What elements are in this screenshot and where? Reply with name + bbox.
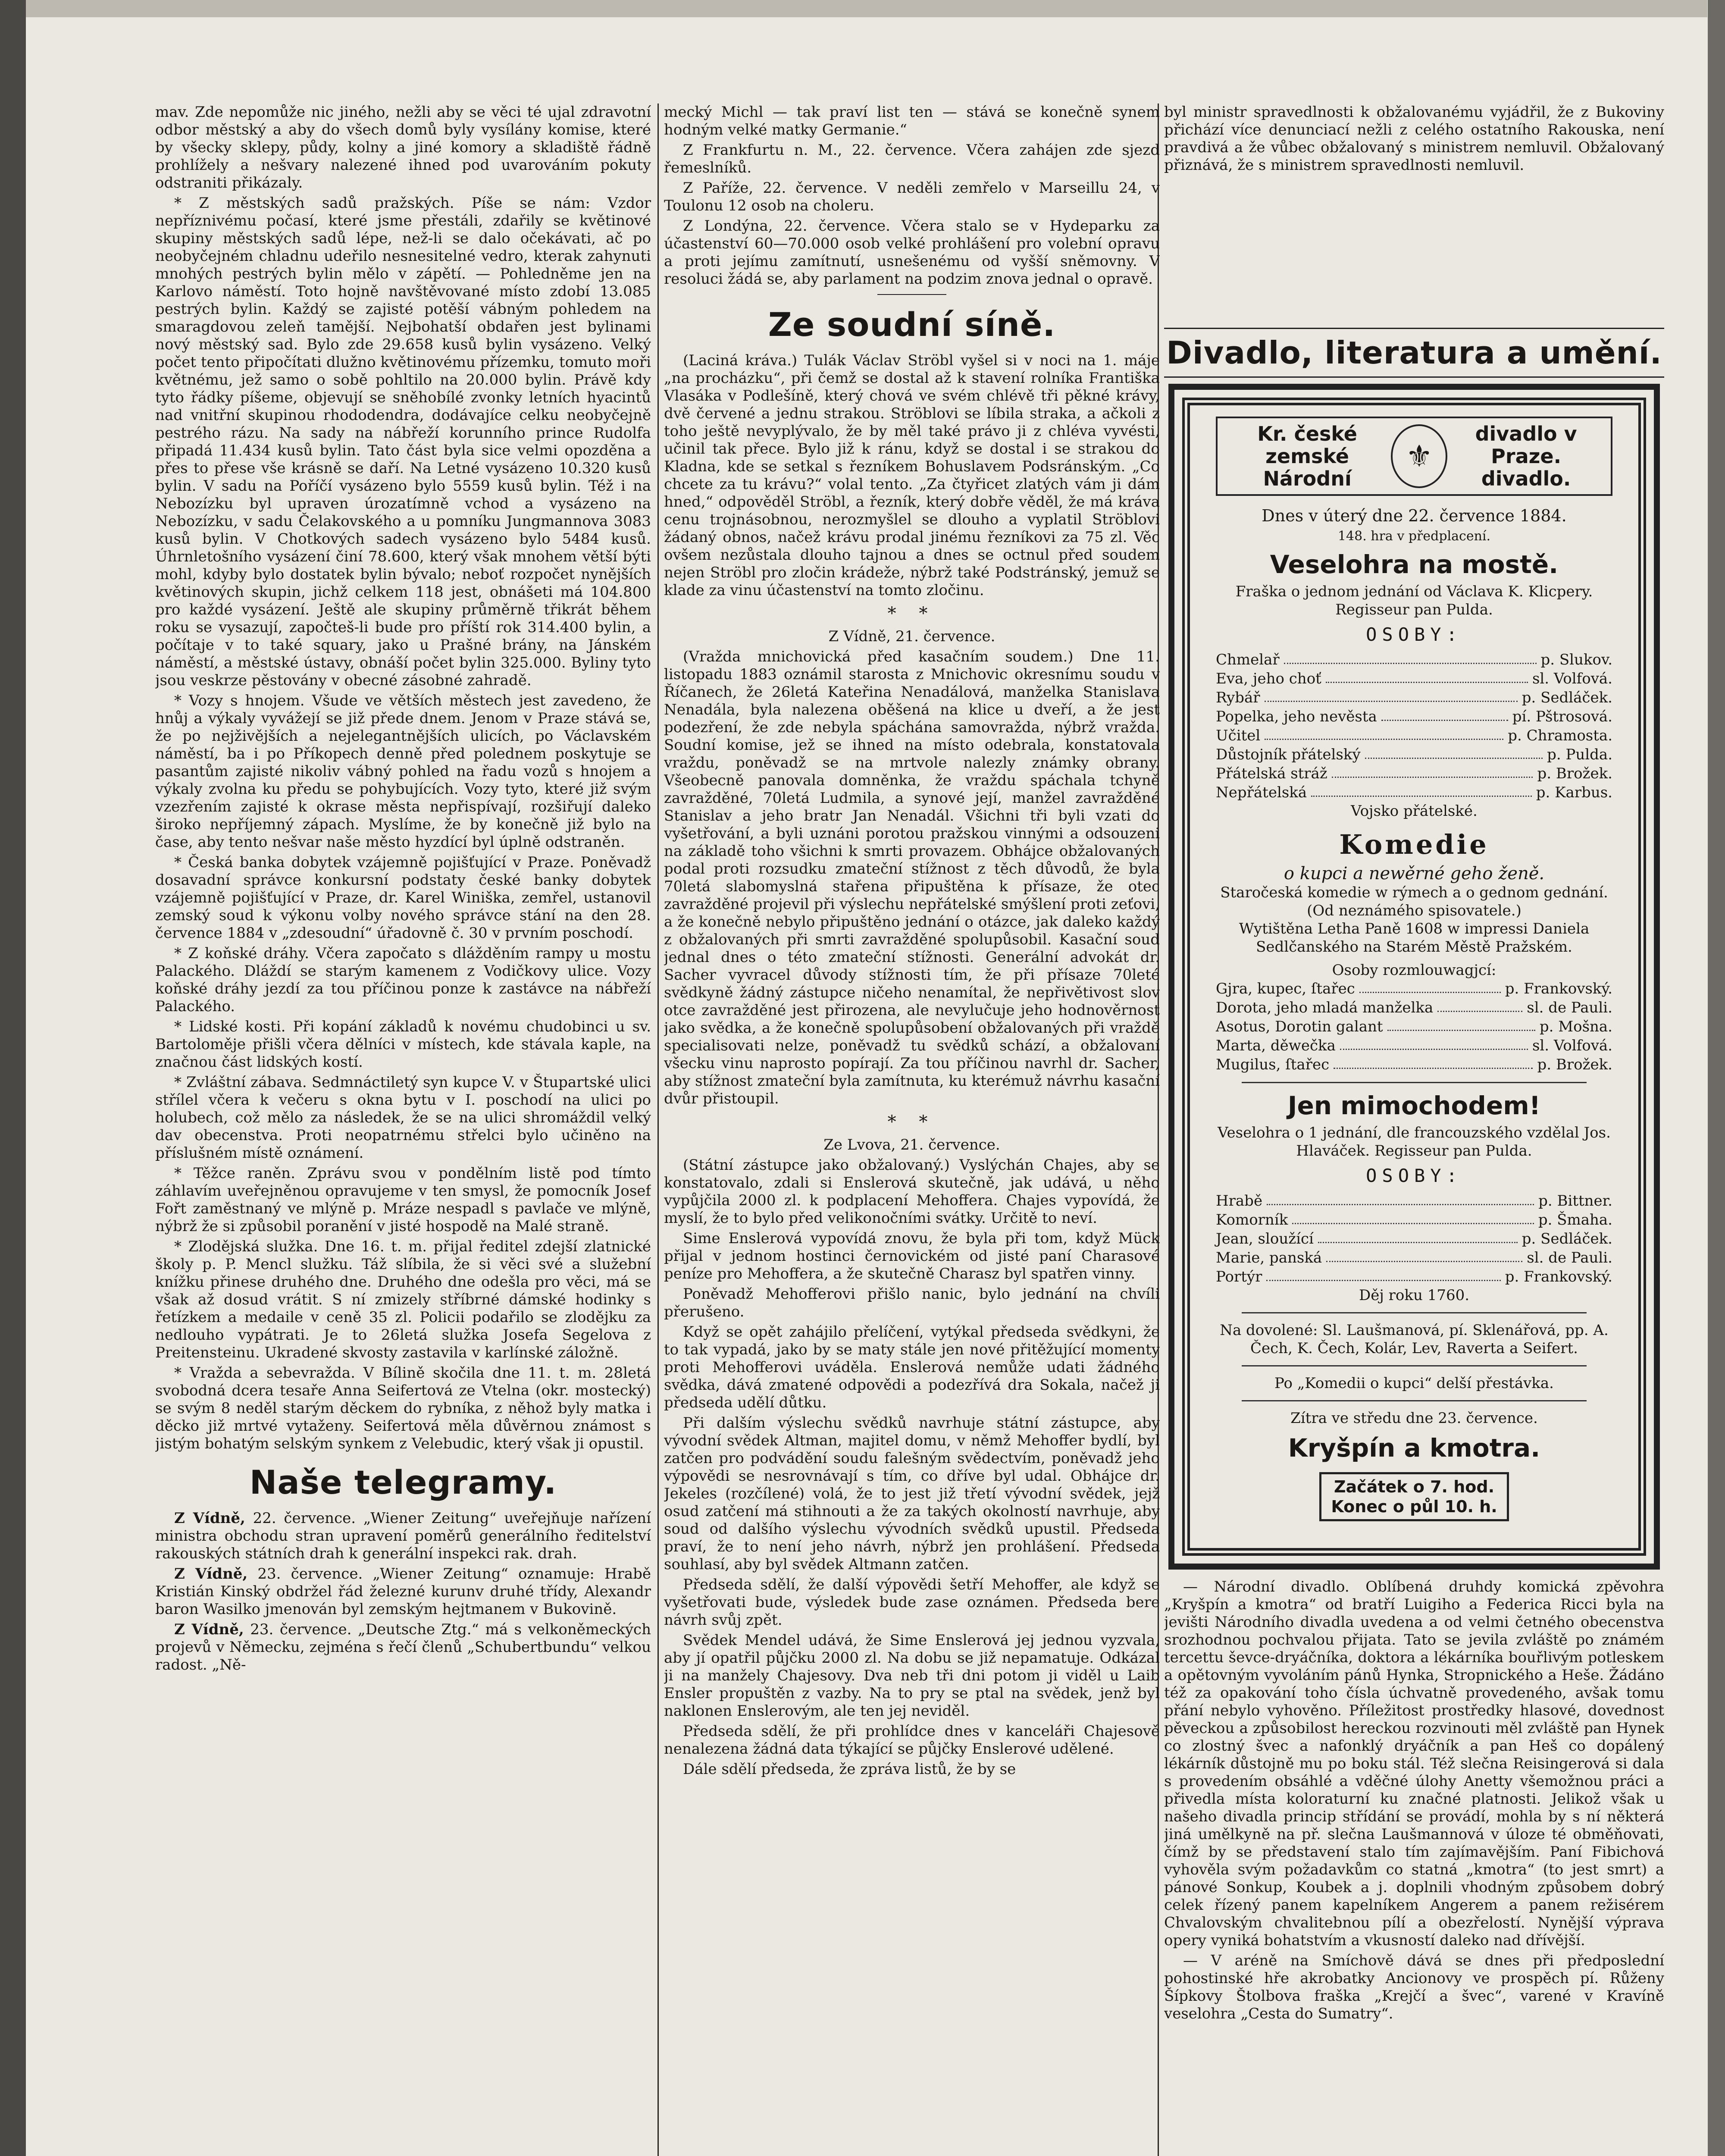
leader-dots — [1326, 669, 1528, 683]
cast-role: Dorota, jeho mladá manželka — [1216, 999, 1434, 1016]
cast-row — [1216, 726, 1612, 745]
paragraph: Dále sdělí předseda, že zpráva listů, že by se — [683, 1761, 1016, 1778]
paragraph: Když se opět zahájilo přelíčení, vytýkal předseda svědkyni, že to tak vypadá, jako by se maty stále jen nové přitěžující momenty proti Mehofferovi uváděla. Enslerová nemůže udati žádného svědka, dává zmatené odpovědi a podezřívá dra Sokala, načež ji předseda udělí důtku. — [664, 1323, 1160, 1411]
section-heading-court: Ze soudní síně. — [768, 305, 1056, 344]
paragraph: Sime Enslerová vypovídá znovu, že byla při tom, když Mück přijal v jednom hostinci černovickém od jisté paní Charasové peníze pro Mehoffera, a že skutečně Charasz byl spatřen vinny. — [664, 1230, 1160, 1282]
paragraph: mav. Zde nepomůže nic jiného, nežli aby se věci té ujal zdravotní odbor městský a aby do všech domů byly vysílány komise, které by všecky sklepy, půdy, kolny a jiné komory a skladiště řádně prohlížely a nešvary nalezené ihned pod uvarováním pokuty odstraniti přikázaly. — [155, 103, 651, 191]
cast-note: Vojsko přátelské. — [1351, 802, 1478, 820]
telegram-place: Z Vídně, — [174, 1621, 244, 1638]
cast-label: OSOBY: — [1366, 624, 1462, 645]
paragraph: * Vozy s hnojem. Všude ve větších městech jest zavedeno, že hnůj a výkaly vyvážejí se již přede dnem. Jenom v Praze stává se, že po nejživějších a nejelegantnějších ulicích, po Václavském náměstí, ba i po Příkopech denně před polednem poskytuje se pasantům zajisté nikoliv vábný pohled na řadu vozů s hnojem a výkaly zvolna ku předu se pohybujících. Vozy tyto, které již svým vzezřením zajisté k okrase města nepřispívají, rozšiřují daleko široko nepříjemný zápach. Myslíme, že by konečně již bylo na čase, aby tento nešvar naše město hyzdící byl úplně odstraněn. — [155, 692, 651, 851]
cast-row — [1216, 688, 1612, 707]
theatre-label: divadlo. — [1481, 467, 1571, 490]
cast-actor: pí. Pštrosová. — [1512, 708, 1612, 725]
play-title: Komedie — [1339, 829, 1489, 860]
paragraph: Svědek Mendel udává, že Sime Enslerová jej jednou vyzvala, aby jí opatřil půjčku 2000 zl. Na dobu se již nepamatuje. Odkázal ji na manžely Chajesovy. Dva neb tři dni potom ji viděl u Laib Ensler propuštěn z vazby. Na to pry se ptal na svědek, jenž byl naklonen Enslerovým, ale ten jej neviděl. — [664, 1632, 1160, 1720]
scan-edge-top — [26, 0, 1707, 17]
leader-dots — [1365, 745, 1543, 759]
leader-dots — [1332, 764, 1533, 778]
play-subtitle: (Od neznámého spisovatele.) — [1307, 902, 1522, 919]
leader-dots — [1284, 650, 1537, 664]
divider — [1242, 1400, 1587, 1401]
leader-dots — [1265, 688, 1518, 702]
play-title: Veselohra na mostě. — [1270, 550, 1559, 579]
paragraph: — Národní divadlo. Oblíbená druhdy komická zpěvohra „Kryšpín a kmotra“ od bratří Luigiho a Federica Ricci byla na jevišti Národního divadla uvedena a od velmi četného obecenstva srozhodnou pochvalou přijata. Tato se jevila zvláště po známém tercettu ševce-dryáčníka, doktora a lékárníka bouřlivým potleskem a opětovným vyvoláním pánů Hynka, Stropnického a Heše. Žádáno též za opakování toho čísla úchvatně provedeného, avšak tomu přání nebylo vyhověno. Příležitost prostředky hlasové, dovednost pěveckou a způsobilost hereckou rozvinouti měl zvláště pan Hynek co zlostný švec a nafonklý dryáčník a pan Heš co dopálený lékárník důstojně mu po boku stál. Též slečna Reisingerová si dala s provedením obsáhlé a vděčné úlohy Anetty všemožnou práci a přivedla místa koloraturní ku značné platnosti. Jelikož však u našeho divadla princip střídání se provádí, mohla by s ní některá jiná umělkyně na př. slečna Laušmannová v úloze té obměňovati, čímž by se představení stalo tím zajímavějším. Paní Fibichová vyhověla svým požadavkům co statná „kmotra“ (to jest smrt) a pánové Sonkup, Koubek a j. doplnili vhodným způsobem dobrý celek řízený panem kapelníkem Angerem a panem režisérem Chvalovským chvalitebnou pílí a obezřelostí. Nynější výprava opery vyniká bohatstvím a vkusností daleko nad dřívější. — [1164, 1578, 1664, 1949]
cast-row — [1216, 1036, 1612, 1055]
dateline: Ze Lvova, 21. července. — [823, 1136, 1000, 1153]
theatre-header — [1216, 417, 1612, 496]
telegram-place: Z Vídně, — [174, 1565, 248, 1583]
start-time: Začátek o 7. hod. — [1334, 1477, 1495, 1496]
paragraph: Poněvadž Mehofferovi přišlo nanic, bylo jednání na chvíli přerušeno. — [664, 1285, 1160, 1320]
theatre-name-left — [1224, 423, 1391, 490]
cast-row — [1216, 1248, 1612, 1267]
divider — [1242, 1082, 1587, 1083]
cast-role: Marta, děwečka — [1216, 1037, 1336, 1054]
theatre-label: Kr. české zemské — [1257, 422, 1357, 468]
paragraph: Předseda sdělí, že při prohlídce dnes v kanceláři Chajesově nenalezena žádná data týkající se půjčky Enslerové udělené. — [664, 1723, 1160, 1758]
cast-label: Osoby rozmlouwagjcí: — [1332, 962, 1496, 979]
cast-actor: p. Brožek. — [1537, 765, 1612, 782]
paragraph: — V aréně na Smíchově dává se dnes při předposlední pohostinské hře akrobatky Ancionovy ve prospěch pí. Růženy Šípkovy Štolbova fraška „Krejčí a švec“, varené v Kravíně veselohra „Cesta do Sumatry“. — [1164, 1952, 1664, 2022]
divider — [1242, 1312, 1587, 1313]
next-play-title: Kryšpín a kmotra. — [1288, 1433, 1540, 1463]
cast-actor: p. Chramosta. — [1508, 727, 1612, 744]
cast-row — [1216, 1017, 1612, 1036]
cast-actor: sl. de Pauli. — [1527, 999, 1612, 1016]
cast-row — [1216, 707, 1612, 726]
leader-dots — [1267, 1191, 1534, 1205]
cast-actor: p. Frankovský. — [1505, 980, 1612, 997]
play-subtitle: o kupci a newěrné geho ženě. — [1284, 864, 1545, 884]
paragraph: Z Paříže, 22. července. V neděli zemřelo v Marseillu 24, v Toulonu 12 osob na choleru. — [664, 179, 1160, 214]
cast-role: Hrabě — [1216, 1192, 1263, 1210]
leader-dots — [1359, 979, 1501, 993]
theatre-reviews — [1164, 1578, 1664, 2025]
cast-list — [1216, 650, 1612, 802]
cast-row — [1216, 1055, 1612, 1074]
next-performance: Zítra ve středu dne 23. července. — [1290, 1410, 1538, 1427]
scan-edge-left — [0, 0, 26, 2156]
cast-row — [1216, 764, 1612, 783]
paragraph: * Lidské kosti. Při kopání základů k novému chudobinci u sv. Bartoloměje přišli včera dělníci v místech, kde stávala kaple, na značnou část lidských kostí. — [155, 1018, 651, 1071]
paragraph: * Z městských sadů pražských. Píše se nám: Vzdor nepříznivému počasí, které jsme přestáli, zdařily se květinové skupiny městských sadů lépe, než-li se dalo očekávati, ač po neobyčejném chladnu udeřilo nesnesitelné vedro, kterak zahynuti mnohých pestrých bylin mělo v zápětí. — Pohledněme jen na Karlovo náměstí. Toto hojně navštěvované místo zdobí 13.085 pestrých bylin. Každý se zajisté potěší vábným pohledem na smaragdovou zeleň tamější. Nejbohatší obdařen jest bylinami nový městský sad. Bylo zde 29.658 kusů bylin vysázeno. Velký počet tento připočítati dlužno květinovému přízemku, tomuto moři květnému, jež samo o sobě pohltilo na 20.000 bylin. Právě kdy tyto řádky píšeme, objevují se sněhobílé zvonky letních hyacintů nad vnitřní skupinou rhododendra, dodávajíce celku neobyčejně pestrého rázu. Na sady na nábřeží korunního prince Rudolfa připadá 11.434 kusů bylin. Tato část byla sice velmi opozděna a přes to přese vše krásně se daří. Na Letné vysázeno 10.320 kusů bylin. V sadu na Poříčí vysázeno bylo 5559 kusů bylin. Též i na Nebozízku byl upraven úrozatímně vchod a vysázeno na Nebozízku, v sadu Čelakovského a u pomníku Jungmannova 3083 kusů bylin. V Chotkových sadech vysázeno bylo 5484 kusů. Úhrnletošního vysázení činí 78.600, který však mnohem větší býti mohl, kdyby bylo dostatek bylin bývalo; neboť rozpočet nynějších květinových skupin, jichž celkem 118 jest, obnášeti má 104.800 pro každé vysázení. Ještě ale skupiny průměrně třikrát během roku se vysazují, započteš-li bude pro příští rok 314.400 bylin, a počítaje v to také squary, jako u Prašné brány, na Jánském náměstí, a městské ústavy, obnáší počet bylin 325.000. Byliny tyto jsou veskrze pěstovány v obecné zásobné zahradě. — [155, 194, 651, 689]
cast-role: Eva, jeho choť — [1216, 670, 1321, 687]
paragraph: * Z koňské dráhy. Včera započato s dlážděním rampy u mostu Palackého. Dláždí se starým kamenem z Vodičkovy ulice. Vozy koňské dráhy jezdí za tou příčinou ponze k zastávce na nábřeží Palackého. — [155, 945, 651, 1015]
leader-dots — [1326, 1248, 1522, 1262]
play-subtitle: Fraška o jednom jednání od Václava K. Klicpery. Regisseur pan Pulda. — [1235, 583, 1593, 618]
leader-dots — [1266, 1267, 1500, 1281]
scan-edge-right — [1708, 0, 1725, 2156]
cast-row — [1216, 783, 1612, 802]
paragraph: * Vražda a sebevražda. V Bílině skočila dne 11. t. m. 28letá svobodná dcera tesaře Anna Seifertová ze Vtelna (okr. mostecký) se svým 8 neděl starým děckem do rybníka, z něhož byly matka i děcko již mrtvé vytaženy. Seifertová měla důvěrnou známost s jistým bohatým selským synkem z Velebudic, který však ji opustil. — [155, 1364, 651, 1452]
absent-actors: Na dovolené: Sl. Laušmanová, pí. Sklenářová, pp. A. Čech, K. Čech, Kolár, Lev, Raverta a Seifert. — [1220, 1322, 1609, 1357]
cast-label: OSOBY: — [1366, 1165, 1462, 1186]
cast-role: Učitel — [1216, 727, 1261, 744]
section-heading-telegrams: Naše telegramy. — [249, 1463, 557, 1501]
cast-row — [1216, 1267, 1612, 1286]
section-heading-theatre: Divadlo, literatura a umění. — [1166, 335, 1662, 371]
paragraph: Z Frankfurtu n. M., 22. července. Včera zahájen zde sjezd řemeslníků. — [664, 141, 1160, 176]
separator — [877, 294, 946, 295]
leader-dots — [1334, 1055, 1533, 1069]
cast-role: Komorník — [1216, 1211, 1288, 1228]
paragraph: Při dalším výslechu svědků navrhuje státní zástupce, aby vývodní svědek Altman, majitel domu, v němž Mehoffer bydlí, byl zatčen pro podvádění soudu falešným svědectvím, poněvadž jeho výpovědi se nesrovnávají s tím, co dříve byl udal. Obhájce dr. Jekeles (rozčílené) volá, že to jest již třetí vývodní svědek, jejž osud zatčení má stihnouti a že za takých okolností navrhuje, aby soud od dalšího výslechu vývodních svědků upustil. Předseda praví, že to není jeho návrh, nýbrž jen prohlášení. Předseda souhlasí, aby byl svědek Altmann zatčen. — [664, 1414, 1160, 1573]
leader-dots — [1292, 1210, 1534, 1224]
paragraph: (Laciná kráva.) Tulák Václav Ströbl vyšel si v noci na 1. máje „na procházku“, při čemž se dostal až k stavení rolníka Františka Vlasáka v Podlešíně, který chová ve svém chlévě tři pěkné krávy, dvě červené a jednu strakou. Ströblovi se líbila straka, a ačkoli z toho ještě nevyplývalo, že by měl také právo ji z chléva vyvésti, učinil tak přece. Bylo již k ránu, když se dostal i se strakou do Kladna, kde se setkal s řezníkem Bohuslavem Podsránským. „Co chcete za tu krávu?“ volal tento. „Za čtyřicet zlatých vám ji dám hned,“ odpověděl Ströbl, a řezník, který dobře věděl, že má kráva cenu trojnásobnou, nerozmyšlel se dlouho a vyplatil Ströblovi žádaný obnos, načež krávu prodal jinému řezníkovi za 75 zl. Věc ovšem nezůstala dlouho tajnou a dnes se octnul před soudem nejen Ströbl pro zločin krádeže, nýbrž také Podstránský, jemuž se klade za vinu účastenství na tomto zločinu. — [664, 352, 1160, 599]
telegram-text: 23. července. „Deutsche Ztg.“ má s velkoněmeckých projevů v Německu, zejména s řečí členů „Schubertbundu“ velkou radost. „Ně- — [155, 1621, 651, 1673]
cast-role: Gjra, kupec, ſtařec — [1216, 980, 1355, 997]
cast-actor: p. Slukov. — [1540, 651, 1612, 668]
column-1 — [155, 103, 651, 2156]
section-header-bar — [1164, 328, 1664, 378]
cast-actor: p. Pulda. — [1547, 746, 1612, 763]
paragraph: (Státní zástupce jako obžalovaný.) Vyslýchán Chajes, aby se konstatovalo, zdali si Enslerová skutečně, jak udává, u něho vypůjčila 2000 zl. k podplacení Mehoffera. Chajes vypovídá, že myslí, že to bylo před velikonočními svátky. Určitě to neví. — [664, 1156, 1160, 1227]
telegram-text: 23. července. „Wiener Zeitung“ oznamuje: Hrabě Kristián Kinský obdržel řád železné kurunv druhé třídy, Alexandr baron Wasilko jmenován byl zemským hejtmanem v Bukovině. — [155, 1565, 651, 1618]
cast-list — [1216, 1191, 1612, 1286]
cast-role: Důstojník přátelský — [1216, 746, 1361, 763]
cast-role: Rybář — [1216, 689, 1260, 706]
cast-row — [1216, 650, 1612, 669]
cast-actor: p. Bittner. — [1538, 1192, 1612, 1210]
cast-actor: p. Šmaha. — [1538, 1211, 1612, 1228]
column-2 — [664, 103, 1160, 2156]
cast-row — [1216, 1229, 1612, 1248]
cast-actor: p. Sedláček. — [1522, 689, 1612, 706]
column-rule — [657, 103, 659, 2156]
paragraph: byl ministr spravedlnosti k obžalovanému vyjádřil, že z Bukoviny přichází více denunciací nežli z celého ostatního Rakouska, není pravdivá a že vůbec obžalovaný s ministrem nemluvil. Obžalovaný přiznává, že s ministrem spravedlnosti nemluvil. — [1164, 103, 1664, 174]
coat-of-arms-icon: ⚜ — [1391, 424, 1447, 488]
intermission-note: Po „Komedii o kupci“ delší přestávka. — [1274, 1375, 1554, 1392]
column-3 — [1164, 103, 1664, 2156]
leader-dots — [1437, 998, 1522, 1012]
dateline: Z Vídně, 21. července. — [828, 628, 996, 645]
end-time: Konec o půl 10. h. — [1331, 1497, 1497, 1516]
cast-actor: p. Karbus. — [1536, 784, 1612, 801]
cast-role: Jean, sloužící — [1216, 1230, 1314, 1247]
cast-row — [1216, 745, 1612, 764]
paragraph: * Zlodějská služka. Dne 16. t. m. přijal ředitel zdejší zlatnické školy p. P. Mencl služku. Táž slíbila, že si věci své a služební knížku přinese druhého dne. Druhého dne odešla pro věci, má se však až dosud vrátit. S ní zmizely stříbrné dámské hodinky s řetízkem a medaile v ceně 35 zl. Policii podařilo se zlodějku za nedlouho vypátrati. Je to 26letá služka Josefa Segelova z Preitensteinu. Ukradené skvosty zastavila v karlínské záložně. — [155, 1238, 651, 1361]
paragraph: (Vražda mnichovická před kasačním soudem.) Dne 11. listopadu 1883 oznámil starosta z Mnichovic okresnímu soudu v Říčanech, že 26letá Kateřina Nenadálová, manželka Stanislava Nenadála, byla nalezena oběšená na klice u dveří, a že jest podezření, že zde nebyla spáchána samovražda, nýbrž vražda. Soudní komise, jež se ihned na místo odebrala, konstatovala vraždu, poněvadž se na mrtvole nalezly známky obrany. Všeobecně panovala domněnka, že vraždu spáchala tchyně zavražděné, 70letá Ludmila, a synové její, manžel zavražděné Stanislav a jeho bratr Jan Nenadál. Všichni tři byli vzati do vyšetřování, a byli uznáni porotou pražskou vinnými a odsouzeni na základě toho všichni k smrti provazem. Obhájce obžalovaných podal proti rozsudku zmateční stížnost z těch důvodů, že byla 70letá slabomyslná stařena připuštěna k přísaze, že otec zavražděné projevil při výslechu nepřátelské smýšlení proti zeťovi, a že konečně nebylo připuštěno jednání o otázce, jak daleko každý z obžalovaných při smrti zavražděné spolupůsobil. Kasační soud jednal dnes o této zmateční stížnosti. Generální advokát dr. Sacher vyvracel důvody stížnosti tím, že při přísaze 70leté svědkyně žádný zástupce ničeho nenamítal, že nepřivětivost slov otce zavražděné jest přirozena, ale nevylučuje jeho hodnověrnost jako svědka, a že konečně spolupůsobení obžalovaných při vraždě specialisovati nelze, poněvadž tu svědků schází, a obžalovaní všecku vinu naprosto popírají. Za tou příčinou navrhl dr. Sacher, aby stížnost zmateční byla zamítnuta, ku kterémuž návrhu kasační dvůr přistoupil. — [664, 648, 1160, 1107]
paragraph: mecký Michl — tak praví list ten — stává se konečně synem hodným velké matky Germanie.“ — [664, 103, 1160, 138]
performance-number: 148. hra v předplacení. — [1337, 529, 1491, 544]
playbill-inner — [1182, 398, 1646, 1556]
leader-dots — [1265, 726, 1503, 740]
cast-actor: p. Brožek. — [1537, 1056, 1612, 1073]
cast-actor: sl. de Pauli. — [1527, 1249, 1612, 1266]
telegram-text: 22. července. „Wiener Zeitung“ uveřejňuje nařízení ministra obchodu stran upravení poměrů generálního ředitelství rakouských státních drah k generální inspekci rak. drah. — [155, 1510, 651, 1562]
cast-row — [1216, 1191, 1612, 1210]
cast-row — [1216, 1210, 1612, 1229]
cast-role: Mugilus, ſtařec — [1216, 1056, 1330, 1073]
paragraph: Z Londýna, 22. července. Včera stalo se v Hydeparku za účastenství 60—70.000 osob velké prohlášení pro volební opravu a proti jejímu zamítnutí, usnešenému od vyšší sněmovny. V resoluci žádá se, aby parlament na podzim znova jednal o opravě. — [664, 217, 1160, 288]
cast-role: Marie, panská — [1216, 1249, 1322, 1266]
paragraph: Předseda sdělí, že další výpovědi šetří Mehoffer, ale když se vyšetřovati bude, výsledek bude zase oznámen. Předseda bere návrh svůj zpět. — [664, 1576, 1160, 1629]
cast-actor: sl. Volfová. — [1532, 670, 1612, 687]
cast-actor: sl. Volfová. — [1532, 1037, 1612, 1054]
leader-dots — [1318, 1229, 1518, 1243]
cast-role: Asotus, Dorotin galant — [1216, 1018, 1383, 1035]
playbill — [1168, 384, 1660, 1570]
cast-actor: p. Frankovský. — [1505, 1268, 1612, 1285]
cast-role: Chmelař — [1216, 651, 1280, 668]
stars-separator: * * — [887, 1112, 936, 1132]
theatre-label: divadlo v Praze. — [1475, 422, 1577, 468]
leader-dots — [1311, 783, 1532, 797]
performance-date: Dnes v úterý dne 22. července 1884. — [1262, 506, 1567, 525]
paragraph: * Zvláštní zábava. Sedmnáctiletý syn kupce V. v Štupartské ulici střílel včera k večeru s okna bytu v I. poschodí na ulici po holubech, což mělo za následek, že se na ulici shromáždil velký dav obecenstva. Proti neopatrnému střelci bylo učiněno na příslušném místě oznámení. — [155, 1074, 651, 1162]
play-setting: Děj roku 1760. — [1359, 1287, 1470, 1304]
leader-dots — [1381, 707, 1508, 721]
cast-actor: p. Sedláček. — [1522, 1230, 1612, 1247]
cast-row — [1216, 979, 1612, 998]
leader-dots — [1387, 1017, 1535, 1031]
theatre-name-right — [1447, 423, 1605, 490]
leader-dots — [1340, 1036, 1528, 1050]
cast-row — [1216, 669, 1612, 688]
paragraph: * Těžce raněn. Zprávu svou v pondělním listě pod tímto záhlavím uveřejněnou opravujeme v ten smysl, že pomocník Josef Fořt zaměstnaný ve mlýně p. Mráze nespadl s pavlače ve mlýně, nýbrž že si způsobil poranění v jisté hospodě na Malé straně. — [155, 1165, 651, 1235]
cast-list — [1216, 979, 1612, 1074]
theatre-label: Národní — [1263, 467, 1352, 490]
telegram-place: Z Vídně, — [174, 1510, 245, 1527]
stars-separator: * * — [887, 604, 936, 624]
showtime-box — [1319, 1472, 1509, 1521]
cast-role: Popelka, jeho nevěsta — [1216, 708, 1377, 725]
cast-role: Přátelská stráž — [1216, 765, 1327, 782]
play-subtitle: Veselohra o 1 jednání, dle francouzského vzdělal Jos. Hlaváček. Regisseur pan Pulda. — [1218, 1124, 1611, 1159]
cast-row — [1216, 998, 1612, 1017]
play-subtitle: Wytištěna Letha Paně 1608 w impressi Daniela Sedlčanského na Starém Městě Pražském. — [1239, 920, 1590, 956]
paragraph: * Česká banka dobytek vzájemně pojišťující v Praze. Poněvadž dosavadní správce konkursní podstaty české banky dobytek vzájemně pojišťující v Praze, dr. Karel Winiška, zemřel, ustanovil zemský soud k výkonu volby nového správce stání na den 28. července 1884 v „zdesoudní“ úřadovně č. 30 v prvním poschodí. — [155, 854, 651, 942]
cast-role: Portýr — [1216, 1268, 1262, 1285]
play-subtitle: Staročeská komedie w rýmech a o gednom gednání. — [1220, 884, 1608, 901]
cast-actor: p. Mošna. — [1539, 1018, 1612, 1035]
divider — [1242, 1365, 1587, 1366]
play-title: Jen mimochodem! — [1287, 1091, 1541, 1120]
cast-role: Nepřátelská — [1216, 784, 1307, 801]
